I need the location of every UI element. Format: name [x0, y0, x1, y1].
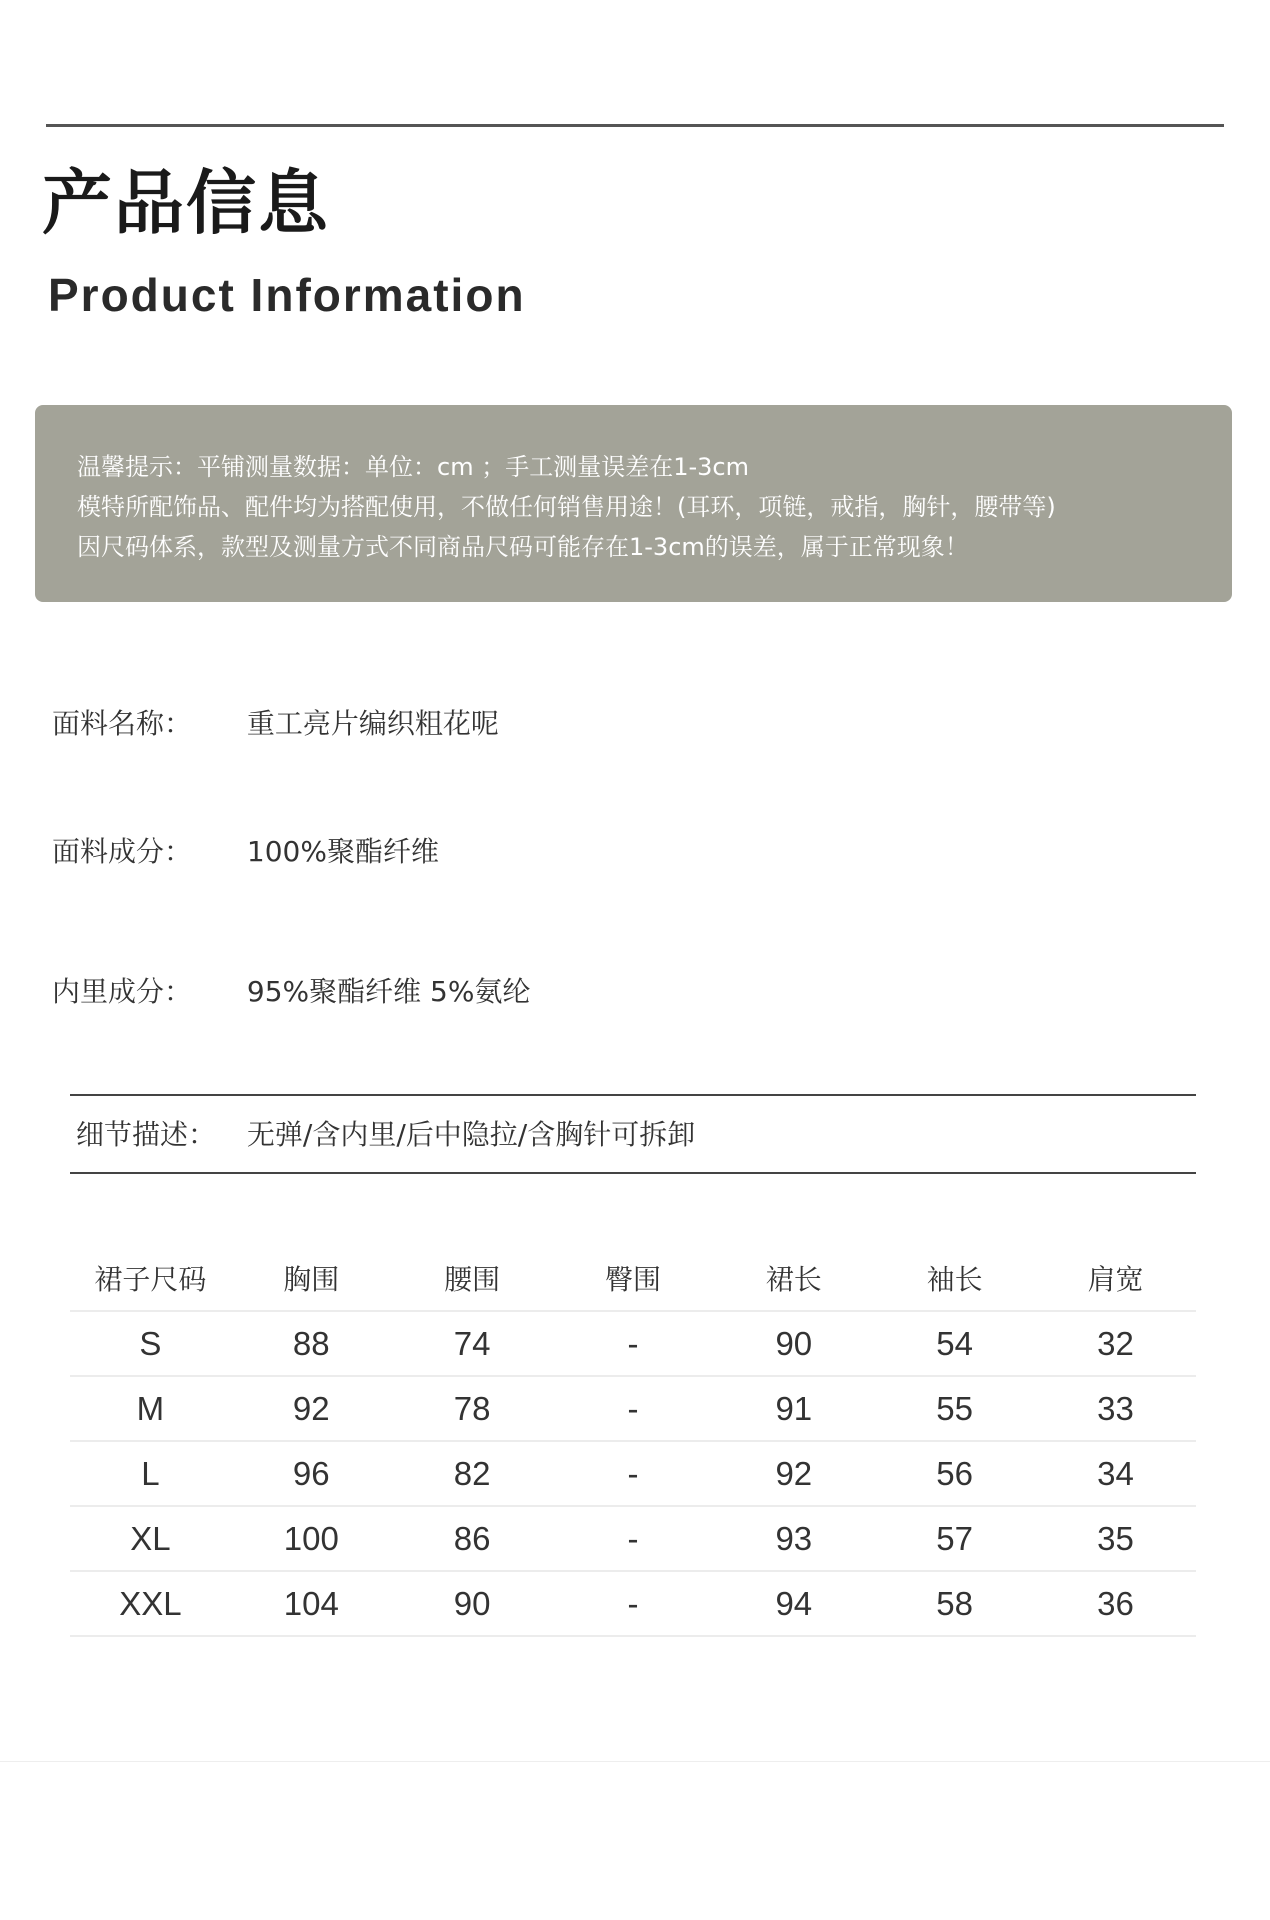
- table-cell: 57: [874, 1506, 1035, 1571]
- table-cell: 34: [1035, 1441, 1196, 1506]
- notice-box: [35, 405, 1232, 602]
- table-cell: 74: [392, 1311, 553, 1376]
- table-cell: 35: [1035, 1506, 1196, 1571]
- table-cell: 90: [392, 1571, 553, 1636]
- info-value: 100%聚酯纤维: [246, 835, 439, 868]
- info-value: 重工亮片编织粗花呢: [246, 707, 499, 740]
- table-cell: 56: [874, 1441, 1035, 1506]
- header-cell-bust: 胸围: [231, 1246, 392, 1311]
- top-divider: [46, 124, 1224, 127]
- table-cell: 88: [231, 1311, 392, 1376]
- table-row: [70, 1506, 1196, 1571]
- table-cell: 78: [392, 1376, 553, 1441]
- header-cell-sleeve: 袖长: [874, 1246, 1035, 1311]
- lining-composition-row: [52, 970, 530, 1010]
- table-cell: -: [553, 1376, 714, 1441]
- table-cell: 92: [713, 1441, 874, 1506]
- info-label: 面料成分：: [52, 835, 193, 868]
- table-cell: L: [70, 1441, 231, 1506]
- table-cell: 93: [713, 1506, 874, 1571]
- page-subtitle: Product Information: [48, 269, 526, 321]
- table-cell: -: [553, 1571, 714, 1636]
- bottom-divider: [0, 1761, 1270, 1762]
- notice-line: 因尺码体系，款型及测量方式不同商品尺码可能存在1-3cm的误差，属于正常现象！: [77, 533, 969, 561]
- table-cell: 86: [392, 1506, 553, 1571]
- fabric-composition-row: [52, 830, 439, 870]
- notice-line: 模特所配饰品、配件均为搭配使用，不做任何销售用途！(耳环，项链，戒指，胸针，腰带等): [77, 493, 1056, 521]
- table-cell: 100: [231, 1506, 392, 1571]
- table-cell: 32: [1035, 1311, 1196, 1376]
- table-cell: 90: [713, 1311, 874, 1376]
- notice-line: 温馨提示：平铺测量数据：单位：cm ；手工测量误差在1-3cm: [77, 453, 749, 481]
- size-table-header-row: [70, 1246, 1196, 1311]
- header-cell-size: 裙子尺码: [70, 1246, 231, 1311]
- table-cell: S: [70, 1311, 231, 1376]
- detail-top-divider: [70, 1094, 1196, 1096]
- table-cell: XXL: [70, 1571, 231, 1636]
- info-label: 面料名称：: [52, 707, 193, 740]
- table-cell: 96: [231, 1441, 392, 1506]
- table-cell: -: [553, 1311, 714, 1376]
- table-cell: 94: [713, 1571, 874, 1636]
- table-row: [70, 1376, 1196, 1441]
- table-cell: 82: [392, 1441, 553, 1506]
- info-label: 内里成分：: [52, 975, 193, 1008]
- header-cell-length: 裙长: [713, 1246, 874, 1311]
- table-cell: 33: [1035, 1376, 1196, 1441]
- page-title: 产品信息: [42, 162, 330, 244]
- detail-description-row: [76, 1113, 695, 1153]
- header-cell-waist: 腰围: [392, 1246, 553, 1311]
- table-cell: -: [553, 1506, 714, 1571]
- detail-value: 无弹/含内里/后中隐拉/含胸针可拆卸: [246, 1118, 696, 1151]
- detail-bottom-divider: [70, 1172, 1196, 1174]
- table-cell: 36: [1035, 1571, 1196, 1636]
- table-cell: 55: [874, 1376, 1035, 1441]
- header-cell-hip: 臀围: [553, 1246, 714, 1311]
- size-table: [70, 1246, 1196, 1637]
- table-row: [70, 1571, 1196, 1636]
- table-cell: M: [70, 1376, 231, 1441]
- header-cell-shoulder: 肩宽: [1035, 1246, 1196, 1311]
- table-cell: 91: [713, 1376, 874, 1441]
- detail-label: 细节描述：: [76, 1118, 217, 1151]
- table-cell: -: [553, 1441, 714, 1506]
- table-cell: 92: [231, 1376, 392, 1441]
- table-cell: 58: [874, 1571, 1035, 1636]
- fabric-name-row: [52, 702, 499, 742]
- table-cell: 104: [231, 1571, 392, 1636]
- table-row: [70, 1441, 1196, 1506]
- table-cell: 54: [874, 1311, 1035, 1376]
- info-value: 95%聚酯纤维 5%氨纶: [246, 975, 531, 1008]
- table-cell: XL: [70, 1506, 231, 1571]
- table-row: [70, 1311, 1196, 1376]
